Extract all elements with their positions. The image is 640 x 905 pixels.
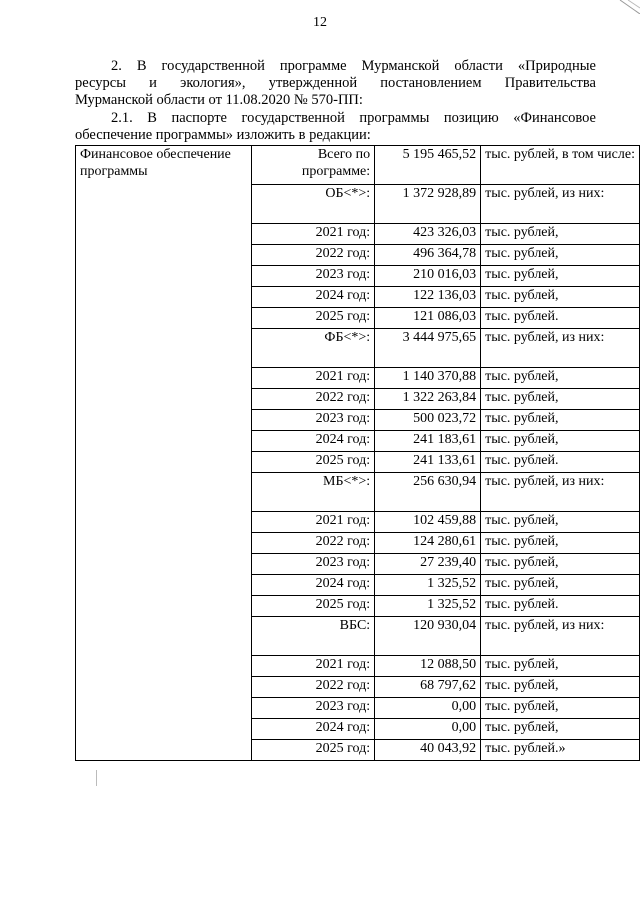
row-unit: тыс. рублей, из них: — [481, 617, 640, 656]
row-unit: тыс. рублей. — [481, 596, 640, 617]
row-value: 0,00 — [375, 698, 481, 719]
paragraph-line: 2. В государственной программе Мурманской области «Природные — [111, 58, 596, 74]
scan-artifact — [96, 770, 97, 786]
row-value: 1 325,52 — [375, 596, 481, 617]
row-unit: тыс. рублей, — [481, 287, 640, 308]
row-unit: тыс. рублей.» — [481, 740, 640, 761]
row-label: 2024 год: — [252, 287, 375, 308]
row-label: 2022 год: — [252, 677, 375, 698]
paragraph-line: обеспечение программы» изложить в редакции: — [75, 127, 371, 143]
row-label: ВБС: — [252, 617, 375, 656]
row-value: 3 444 975,65 — [375, 329, 481, 368]
row-unit: тыс. рублей, из них: — [481, 185, 640, 224]
paragraph-2-1 — [75, 110, 596, 144]
row-label: 2023 год: — [252, 410, 375, 431]
row-label: 2024 год: — [252, 575, 375, 596]
row-value: 1 325,52 — [375, 575, 481, 596]
row-value: 1 322 263,84 — [375, 389, 481, 410]
page-corner-mark — [618, 0, 640, 14]
paragraph-2 — [75, 58, 596, 109]
row-unit: тыс. рублей, — [481, 512, 640, 533]
row-value: 500 023,72 — [375, 410, 481, 431]
row-label: 2022 год: — [252, 533, 375, 554]
row-label: 2023 год: — [252, 698, 375, 719]
row-unit: тыс. рублей, — [481, 533, 640, 554]
row-unit: тыс. рублей, — [481, 698, 640, 719]
row-unit: тыс. рублей. — [481, 452, 640, 473]
row-unit: тыс. рублей, — [481, 224, 640, 245]
row-unit: тыс. рублей, — [481, 368, 640, 389]
row-unit: тыс. рублей, — [481, 266, 640, 287]
row-unit: тыс. рублей, из них: — [481, 473, 640, 512]
row-value: 120 930,04 — [375, 617, 481, 656]
paragraph-line: ресурсы и экология», утвержденной постановлением Правительства — [75, 75, 596, 91]
row-value: 122 136,03 — [375, 287, 481, 308]
row-label: 2025 год: — [252, 740, 375, 761]
financing-header-cell: Финансовое обеспечение программы — [76, 146, 252, 761]
row-unit: тыс. рублей, — [481, 677, 640, 698]
row-label: 2025 год: — [252, 596, 375, 617]
row-value: 68 797,62 — [375, 677, 481, 698]
row-label: 2021 год: — [252, 512, 375, 533]
row-value: 40 043,92 — [375, 740, 481, 761]
financing-table — [75, 145, 640, 761]
row-label: 2024 год: — [252, 719, 375, 740]
row-label: 2021 год: — [252, 224, 375, 245]
row-value: 27 239,40 — [375, 554, 481, 575]
row-label: 2024 год: — [252, 431, 375, 452]
page-number: 12 — [313, 15, 327, 30]
row-unit: тыс. рублей, из них: — [481, 329, 640, 368]
row-label: Всего по программе: — [252, 146, 375, 185]
row-value: 256 630,94 — [375, 473, 481, 512]
row-value: 102 459,88 — [375, 512, 481, 533]
row-label: 2025 год: — [252, 452, 375, 473]
row-value: 423 326,03 — [375, 224, 481, 245]
row-unit: тыс. рублей. — [481, 308, 640, 329]
row-label: 2022 год: — [252, 245, 375, 266]
table-row — [76, 146, 640, 185]
row-label: ОБ<*>: — [252, 185, 375, 224]
row-label: ФБ<*>: — [252, 329, 375, 368]
row-label: 2023 год: — [252, 266, 375, 287]
row-unit: тыс. рублей, — [481, 554, 640, 575]
row-value: 241 133,61 — [375, 452, 481, 473]
row-value: 124 280,61 — [375, 533, 481, 554]
row-value: 1 140 370,88 — [375, 368, 481, 389]
row-unit: тыс. рублей, — [481, 389, 640, 410]
row-value: 241 183,61 — [375, 431, 481, 452]
row-label: 2025 год: — [252, 308, 375, 329]
paragraph-line: 2.1. В паспорте государственной программы позицию «Финансовое — [111, 110, 596, 126]
row-value: 0,00 — [375, 719, 481, 740]
paragraph-line: Мурманской области от 11.08.2020 № 570-ПП: — [75, 92, 363, 108]
row-unit: тыс. рублей, в том числе: — [481, 146, 640, 185]
row-value: 1 372 928,89 — [375, 185, 481, 224]
row-value: 12 088,50 — [375, 656, 481, 677]
row-value: 5 195 465,52 — [375, 146, 481, 185]
row-unit: тыс. рублей, — [481, 245, 640, 266]
row-value: 121 086,03 — [375, 308, 481, 329]
row-unit: тыс. рублей, — [481, 656, 640, 677]
row-label: 2022 год: — [252, 389, 375, 410]
row-unit: тыс. рублей, — [481, 431, 640, 452]
row-unit: тыс. рублей, — [481, 575, 640, 596]
row-unit: тыс. рублей, — [481, 719, 640, 740]
row-value: 496 364,78 — [375, 245, 481, 266]
row-label: 2021 год: — [252, 368, 375, 389]
row-unit: тыс. рублей, — [481, 410, 640, 431]
row-value: 210 016,03 — [375, 266, 481, 287]
row-label: 2021 год: — [252, 656, 375, 677]
row-label: МБ<*>: — [252, 473, 375, 512]
row-label: 2023 год: — [252, 554, 375, 575]
